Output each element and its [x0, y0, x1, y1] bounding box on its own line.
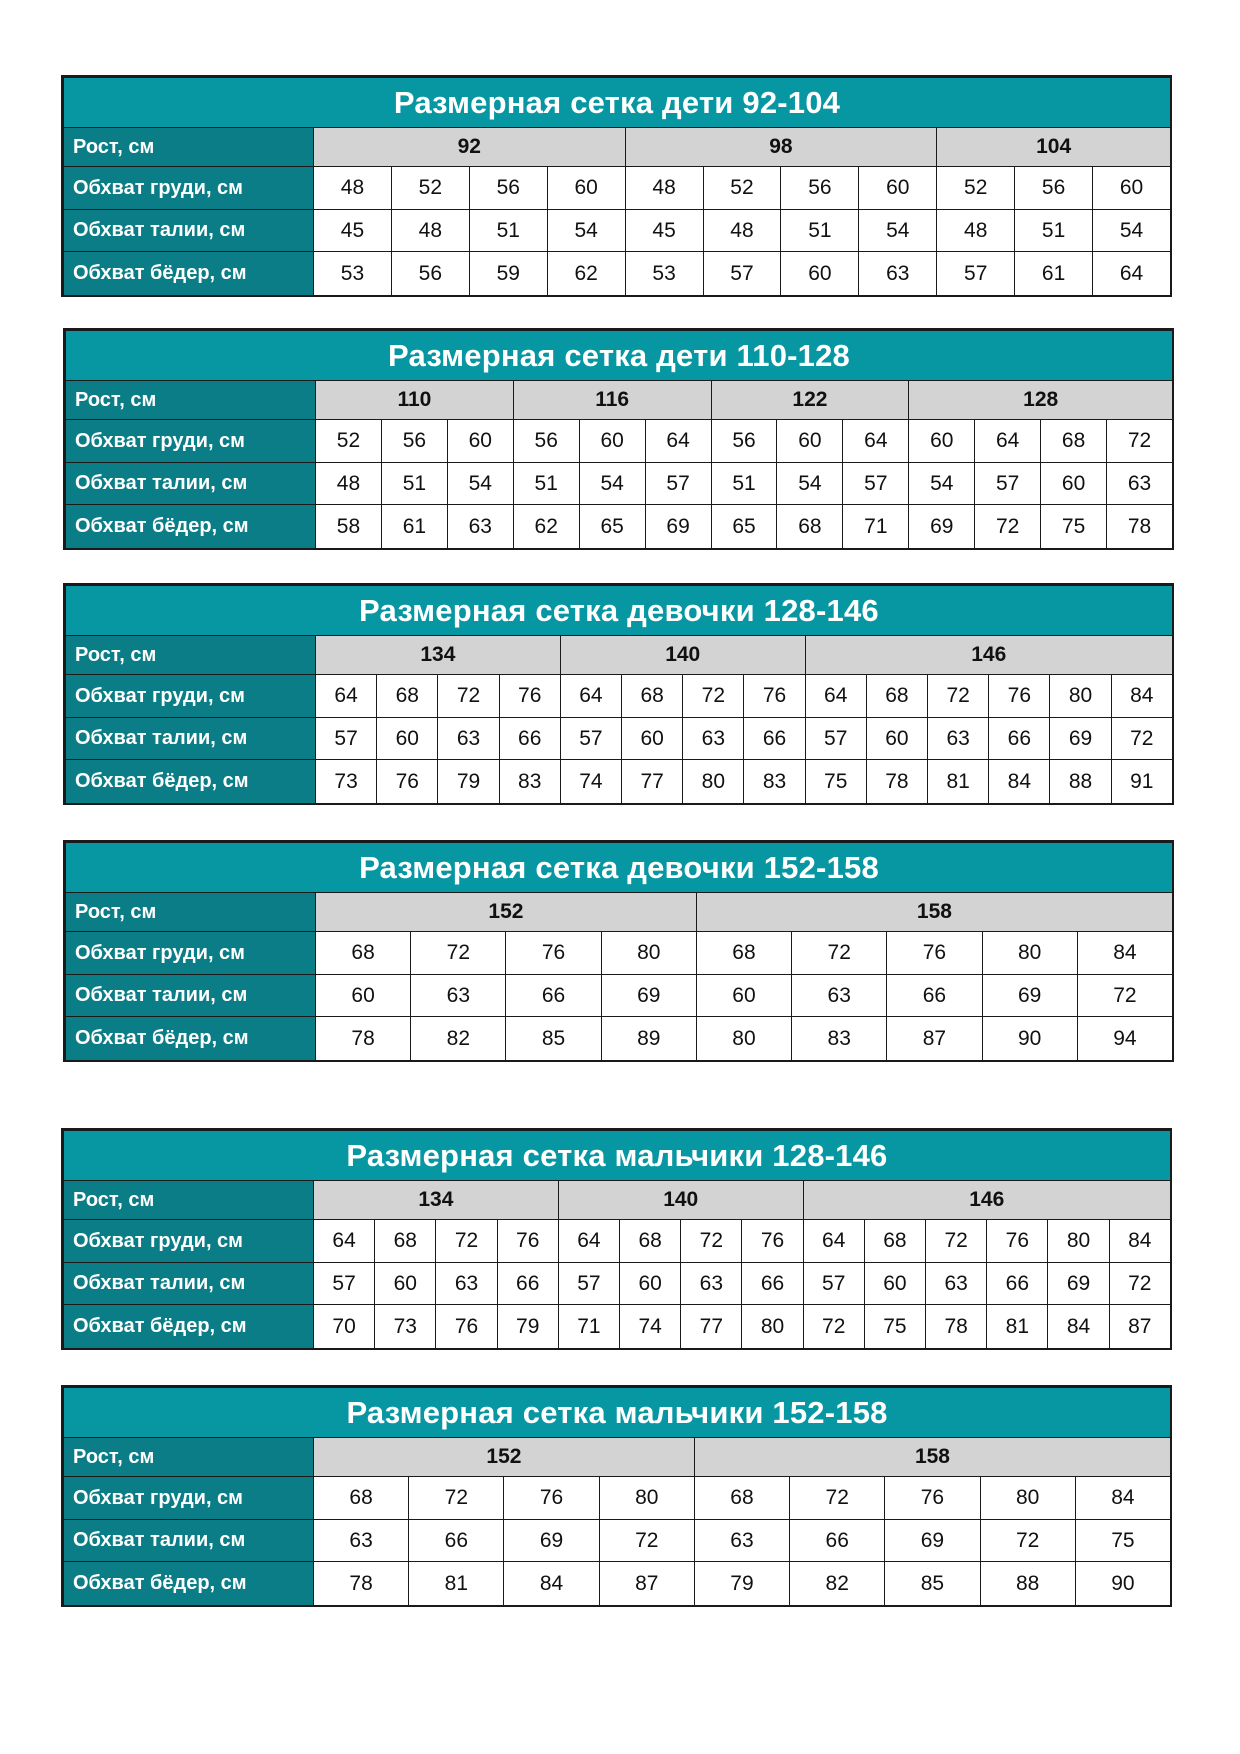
row-label-height: Рост, см: [66, 636, 316, 675]
hips-value-cell: 59: [469, 252, 547, 296]
chest-value-cell: 64: [975, 420, 1041, 463]
hips-value-cell: 87: [1109, 1305, 1170, 1349]
waist-value-cell: 66: [742, 1263, 803, 1305]
hips-value-cell: 70: [314, 1305, 375, 1349]
waist-value-cell: 45: [314, 210, 392, 252]
waist-value-cell: 66: [499, 718, 560, 760]
waist-value-cell: 63: [681, 1263, 742, 1305]
chest-value-cell: 76: [887, 932, 982, 975]
waist-value-cell: 66: [506, 975, 601, 1017]
hips-value-cell: 73: [316, 760, 377, 804]
hips-value-cell: 65: [711, 505, 777, 549]
row-label-height: Рост, см: [64, 1181, 314, 1220]
chest-value-cell: 52: [703, 167, 781, 210]
chest-value-cell: 72: [411, 932, 506, 975]
chest-value-cell: 76: [497, 1220, 558, 1263]
hips-value-cell: 61: [1015, 252, 1093, 296]
hips-value-cell: 57: [703, 252, 781, 296]
waist-value-cell: 48: [703, 210, 781, 252]
hips-value-cell: 68: [777, 505, 843, 549]
waist-value-cell: 69: [1048, 1263, 1109, 1305]
waist-value-cell: 57: [803, 1263, 864, 1305]
waist-value-cell: 51: [711, 463, 777, 505]
chest-value-cell: 64: [805, 675, 866, 718]
height-group-header: 146: [805, 636, 1172, 675]
waist-value-cell: 60: [316, 975, 411, 1017]
row-label-height: Рост, см: [66, 893, 316, 932]
hips-value-cell: 81: [409, 1562, 504, 1606]
hips-value-cell: 78: [866, 760, 927, 804]
chest-value-cell: 76: [506, 932, 601, 975]
waist-value-cell: 72: [1109, 1263, 1170, 1305]
hips-value-cell: 79: [497, 1305, 558, 1349]
waist-value-cell: 63: [928, 718, 989, 760]
chest-value-cell: 60: [777, 420, 843, 463]
waist-value-cell: 69: [982, 975, 1077, 1017]
waist-value-cell: 57: [558, 1263, 619, 1305]
chest-value-cell: 80: [601, 932, 696, 975]
waist-value-cell: 69: [1050, 718, 1111, 760]
height-group-header: 110: [316, 381, 514, 420]
waist-value-cell: 72: [599, 1520, 694, 1562]
waist-value-cell: 60: [375, 1263, 436, 1305]
hips-value-cell: 88: [1050, 760, 1111, 804]
waist-value-cell: 63: [926, 1263, 987, 1305]
hips-value-cell: 84: [504, 1562, 599, 1606]
hips-value-cell: 76: [436, 1305, 497, 1349]
chest-value-cell: 60: [447, 420, 513, 463]
table-title: Размерная сетка дети 110-128: [66, 331, 1173, 381]
row-label-chest: Обхват груди, см: [66, 420, 316, 463]
hips-value-cell: 79: [694, 1562, 789, 1606]
hips-value-cell: 91: [1111, 760, 1172, 804]
waist-value-cell: 63: [1107, 463, 1173, 505]
waist-value-cell: 54: [1093, 210, 1171, 252]
hips-value-cell: 80: [742, 1305, 803, 1349]
row-label-waist: Обхват талии, см: [66, 975, 316, 1017]
size-table: [63, 583, 1174, 805]
size-table: [63, 840, 1174, 1062]
chest-value-cell: 68: [622, 675, 683, 718]
row-label-waist: Обхват талии, см: [66, 718, 316, 760]
waist-value-cell: 60: [696, 975, 791, 1017]
chest-value-cell: 56: [381, 420, 447, 463]
chest-value-cell: 72: [1107, 420, 1173, 463]
row-label-hips: Обхват бёдер, см: [66, 1017, 316, 1061]
waist-value-cell: 54: [859, 210, 937, 252]
waist-value-cell: 57: [805, 718, 866, 760]
row-label-chest: Обхват груди, см: [66, 932, 316, 975]
hips-value-cell: 85: [885, 1562, 980, 1606]
waist-value-cell: 72: [980, 1520, 1075, 1562]
waist-value-cell: 54: [579, 463, 645, 505]
chest-value-cell: 84: [1077, 932, 1172, 975]
waist-value-cell: 66: [497, 1263, 558, 1305]
row-label-chest: Обхват груди, см: [64, 1220, 314, 1263]
hips-value-cell: 75: [805, 760, 866, 804]
hips-value-cell: 84: [989, 760, 1050, 804]
waist-value-cell: 51: [381, 463, 447, 505]
chest-value-cell: 68: [694, 1477, 789, 1520]
waist-value-cell: 54: [777, 463, 843, 505]
table-title: Размерная сетка девочки 152-158: [66, 843, 1173, 893]
waist-value-cell: 75: [1075, 1520, 1170, 1562]
hips-value-cell: 90: [1075, 1562, 1170, 1606]
chest-value-cell: 52: [937, 167, 1015, 210]
chest-value-cell: 72: [790, 1477, 885, 1520]
waist-value-cell: 69: [504, 1520, 599, 1562]
hips-value-cell: 61: [381, 505, 447, 549]
row-label-height: Рост, см: [64, 128, 314, 167]
chest-value-cell: 56: [711, 420, 777, 463]
waist-value-cell: 66: [744, 718, 805, 760]
chest-value-cell: 84: [1111, 675, 1172, 718]
row-label-hips: Обхват бёдер, см: [66, 760, 316, 804]
height-group-header: 152: [316, 893, 697, 932]
hips-value-cell: 63: [447, 505, 513, 549]
waist-value-cell: 57: [645, 463, 711, 505]
row-label-hips: Обхват бёдер, см: [66, 505, 316, 549]
height-group-header: 146: [803, 1181, 1170, 1220]
chest-value-cell: 80: [980, 1477, 1075, 1520]
chest-value-cell: 60: [859, 167, 937, 210]
waist-value-cell: 63: [792, 975, 887, 1017]
chest-value-cell: 48: [625, 167, 703, 210]
hips-value-cell: 85: [506, 1017, 601, 1061]
hips-value-cell: 81: [928, 760, 989, 804]
chest-value-cell: 72: [926, 1220, 987, 1263]
hips-value-cell: 63: [859, 252, 937, 296]
waist-value-cell: 60: [864, 1263, 925, 1305]
hips-value-cell: 60: [781, 252, 859, 296]
height-group-header: 152: [314, 1438, 695, 1477]
row-label-hips: Обхват бёдер, см: [64, 1562, 314, 1606]
height-group-header: 158: [696, 893, 1172, 932]
hips-value-cell: 65: [579, 505, 645, 549]
waist-value-cell: 63: [411, 975, 506, 1017]
hips-value-cell: 78: [926, 1305, 987, 1349]
hips-value-cell: 53: [314, 252, 392, 296]
chest-value-cell: 64: [558, 1220, 619, 1263]
table-title: Размерная сетка дети 92-104: [64, 78, 1171, 128]
waist-value-cell: 54: [909, 463, 975, 505]
waist-value-cell: 72: [1111, 718, 1172, 760]
waist-value-cell: 57: [975, 463, 1041, 505]
hips-value-cell: 74: [620, 1305, 681, 1349]
hips-value-cell: 83: [792, 1017, 887, 1061]
waist-value-cell: 66: [989, 718, 1050, 760]
chest-value-cell: 68: [620, 1220, 681, 1263]
chest-value-cell: 60: [579, 420, 645, 463]
chest-value-cell: 76: [744, 675, 805, 718]
hips-value-cell: 78: [314, 1562, 409, 1606]
height-group-header: 134: [314, 1181, 559, 1220]
chest-value-cell: 76: [504, 1477, 599, 1520]
height-group-header: 98: [625, 128, 937, 167]
waist-value-cell: 48: [316, 463, 382, 505]
hips-value-cell: 71: [843, 505, 909, 549]
waist-value-cell: 51: [513, 463, 579, 505]
hips-value-cell: 69: [909, 505, 975, 549]
size-table: [61, 1128, 1172, 1350]
hips-value-cell: 83: [499, 760, 560, 804]
hips-value-cell: 71: [558, 1305, 619, 1349]
chest-value-cell: 64: [316, 675, 377, 718]
height-group-header: 104: [937, 128, 1171, 167]
chest-value-cell: 84: [1075, 1477, 1170, 1520]
waist-value-cell: 63: [694, 1520, 789, 1562]
waist-value-cell: 54: [547, 210, 625, 252]
waist-value-cell: 69: [885, 1520, 980, 1562]
chest-value-cell: 72: [436, 1220, 497, 1263]
chest-value-cell: 72: [438, 675, 499, 718]
size-table: [61, 75, 1172, 297]
hips-value-cell: 69: [645, 505, 711, 549]
chest-value-cell: 76: [885, 1477, 980, 1520]
hips-value-cell: 80: [683, 760, 744, 804]
chest-value-cell: 64: [843, 420, 909, 463]
chest-value-cell: 64: [314, 1220, 375, 1263]
chest-value-cell: 60: [547, 167, 625, 210]
chest-value-cell: 68: [1041, 420, 1107, 463]
waist-value-cell: 60: [622, 718, 683, 760]
waist-value-cell: 63: [683, 718, 744, 760]
hips-value-cell: 77: [622, 760, 683, 804]
height-group-header: 158: [694, 1438, 1170, 1477]
waist-value-cell: 48: [391, 210, 469, 252]
hips-value-cell: 73: [375, 1305, 436, 1349]
chest-value-cell: 80: [1050, 675, 1111, 718]
chest-value-cell: 76: [499, 675, 560, 718]
hips-value-cell: 94: [1077, 1017, 1172, 1061]
chest-value-cell: 80: [982, 932, 1077, 975]
chest-value-cell: 64: [645, 420, 711, 463]
height-group-header: 92: [314, 128, 626, 167]
chest-value-cell: 72: [681, 1220, 742, 1263]
hips-value-cell: 82: [411, 1017, 506, 1061]
chest-value-cell: 52: [316, 420, 382, 463]
waist-value-cell: 60: [377, 718, 438, 760]
chest-value-cell: 72: [683, 675, 744, 718]
hips-value-cell: 88: [980, 1562, 1075, 1606]
waist-value-cell: 54: [447, 463, 513, 505]
waist-value-cell: 48: [937, 210, 1015, 252]
chest-value-cell: 72: [792, 932, 887, 975]
hips-value-cell: 84: [1048, 1305, 1109, 1349]
chest-value-cell: 56: [469, 167, 547, 210]
hips-value-cell: 87: [599, 1562, 694, 1606]
hips-value-cell: 56: [391, 252, 469, 296]
waist-value-cell: 60: [1041, 463, 1107, 505]
chest-value-cell: 68: [316, 932, 411, 975]
chest-value-cell: 48: [314, 167, 392, 210]
chest-value-cell: 56: [1015, 167, 1093, 210]
table-title: Размерная сетка мальчики 128-146: [64, 1131, 1171, 1181]
chest-value-cell: 68: [375, 1220, 436, 1263]
hips-value-cell: 53: [625, 252, 703, 296]
row-label-chest: Обхват груди, см: [64, 167, 314, 210]
chest-value-cell: 68: [314, 1477, 409, 1520]
row-label-hips: Обхват бёдер, см: [64, 252, 314, 296]
hips-value-cell: 80: [696, 1017, 791, 1061]
chest-value-cell: 68: [696, 932, 791, 975]
hips-value-cell: 78: [316, 1017, 411, 1061]
chest-value-cell: 68: [864, 1220, 925, 1263]
waist-value-cell: 72: [1077, 975, 1172, 1017]
chest-value-cell: 76: [989, 675, 1050, 718]
row-label-waist: Обхват талии, см: [66, 463, 316, 505]
chest-value-cell: 60: [909, 420, 975, 463]
hips-value-cell: 76: [377, 760, 438, 804]
waist-value-cell: 69: [601, 975, 696, 1017]
height-group-header: 140: [558, 1181, 803, 1220]
waist-value-cell: 66: [887, 975, 982, 1017]
waist-value-cell: 66: [790, 1520, 885, 1562]
row-label-height: Рост, см: [66, 381, 316, 420]
row-label-chest: Обхват груди, см: [66, 675, 316, 718]
waist-value-cell: 57: [843, 463, 909, 505]
height-group-header: 116: [513, 381, 711, 420]
row-label-waist: Обхват талии, см: [64, 1520, 314, 1562]
hips-value-cell: 82: [790, 1562, 885, 1606]
chest-value-cell: 68: [377, 675, 438, 718]
hips-value-cell: 78: [1107, 505, 1173, 549]
size-table: [63, 328, 1174, 550]
waist-value-cell: 57: [560, 718, 621, 760]
chest-value-cell: 64: [560, 675, 621, 718]
row-label-height: Рост, см: [64, 1438, 314, 1477]
chest-value-cell: 72: [409, 1477, 504, 1520]
waist-value-cell: 63: [314, 1520, 409, 1562]
hips-value-cell: 77: [681, 1305, 742, 1349]
hips-value-cell: 83: [744, 760, 805, 804]
waist-value-cell: 63: [438, 718, 499, 760]
hips-value-cell: 75: [864, 1305, 925, 1349]
hips-value-cell: 74: [560, 760, 621, 804]
waist-value-cell: 63: [436, 1263, 497, 1305]
hips-value-cell: 62: [547, 252, 625, 296]
waist-value-cell: 51: [781, 210, 859, 252]
waist-value-cell: 57: [314, 1263, 375, 1305]
height-group-header: 128: [909, 381, 1173, 420]
hips-value-cell: 57: [937, 252, 1015, 296]
hips-value-cell: 75: [1041, 505, 1107, 549]
waist-value-cell: 57: [316, 718, 377, 760]
waist-value-cell: 66: [409, 1520, 504, 1562]
chest-value-cell: 80: [1048, 1220, 1109, 1263]
hips-value-cell: 64: [1093, 252, 1171, 296]
height-group-header: 140: [560, 636, 805, 675]
chest-value-cell: 84: [1109, 1220, 1170, 1263]
chest-value-cell: 56: [781, 167, 859, 210]
chest-value-cell: 76: [987, 1220, 1048, 1263]
chest-value-cell: 72: [928, 675, 989, 718]
row-label-hips: Обхват бёдер, см: [64, 1305, 314, 1349]
waist-value-cell: 51: [469, 210, 547, 252]
hips-value-cell: 62: [513, 505, 579, 549]
hips-value-cell: 90: [982, 1017, 1077, 1061]
size-table: [61, 1385, 1172, 1607]
hips-value-cell: 58: [316, 505, 382, 549]
height-group-header: 122: [711, 381, 909, 420]
table-title: Размерная сетка девочки 128-146: [66, 586, 1173, 636]
chest-value-cell: 64: [803, 1220, 864, 1263]
chest-value-cell: 80: [599, 1477, 694, 1520]
waist-value-cell: 66: [987, 1263, 1048, 1305]
row-label-waist: Обхват талии, см: [64, 1263, 314, 1305]
height-group-header: 134: [316, 636, 561, 675]
waist-value-cell: 60: [866, 718, 927, 760]
waist-value-cell: 51: [1015, 210, 1093, 252]
hips-value-cell: 72: [803, 1305, 864, 1349]
row-label-waist: Обхват талии, см: [64, 210, 314, 252]
waist-value-cell: 60: [620, 1263, 681, 1305]
chest-value-cell: 60: [1093, 167, 1171, 210]
hips-value-cell: 87: [887, 1017, 982, 1061]
chest-value-cell: 68: [866, 675, 927, 718]
hips-value-cell: 79: [438, 760, 499, 804]
chest-value-cell: 76: [742, 1220, 803, 1263]
hips-value-cell: 81: [987, 1305, 1048, 1349]
waist-value-cell: 45: [625, 210, 703, 252]
chest-value-cell: 56: [513, 420, 579, 463]
hips-value-cell: 89: [601, 1017, 696, 1061]
table-title: Размерная сетка мальчики 152-158: [64, 1388, 1171, 1438]
hips-value-cell: 72: [975, 505, 1041, 549]
row-label-chest: Обхват груди, см: [64, 1477, 314, 1520]
chest-value-cell: 52: [391, 167, 469, 210]
